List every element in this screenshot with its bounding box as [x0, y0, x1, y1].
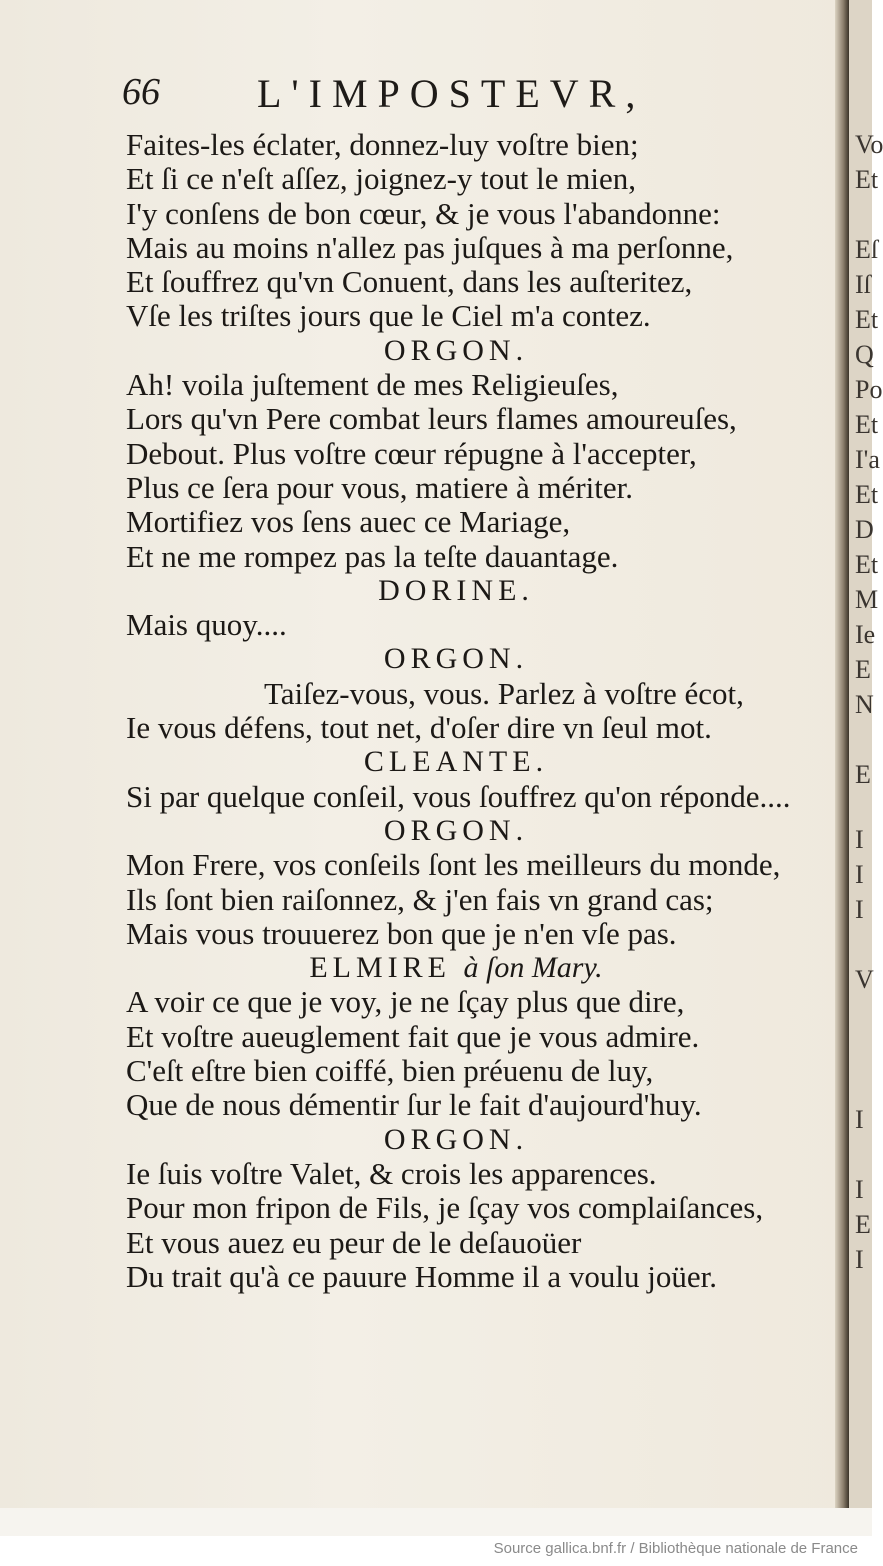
running-title: L'IMPOSTEVR,	[257, 71, 646, 116]
verse-text: Et vous auez eu peur de le deſauoüer	[126, 1224, 582, 1260]
verse-line	[126, 711, 826, 745]
facing-page-fragment: Et	[855, 480, 879, 509]
facing-page-fragment: I	[855, 860, 864, 889]
verse-text: Et ſi ce n'eſt aſſez, joignez-y tout le mien,	[126, 161, 637, 197]
source-credit: Source gallica.bnf.fr / Bibliothèque nationale de France	[493, 1540, 858, 1557]
speaker-name	[126, 814, 826, 848]
facing-page-fragment: Et	[855, 410, 879, 439]
verse-text: Taiſez-vous, vous. Parlez à voſtre écot,	[264, 675, 744, 711]
facing-page-fragment: Q	[855, 340, 874, 369]
speaker-name	[126, 574, 826, 608]
facing-page-fragment: I	[855, 1175, 864, 1204]
speaker-name	[126, 951, 826, 985]
verse-text: Et ſouffrez qu'vn Conuent, dans les auſteritez,	[126, 264, 693, 300]
verse-line	[126, 437, 826, 471]
verse-text: Mais quoy....	[126, 607, 287, 643]
facing-page-fragment: Vo	[855, 130, 883, 159]
verse-text: A voir ce que je voy, je ne ſçay plus que dire,	[126, 984, 685, 1020]
verse-line	[126, 677, 826, 711]
facing-page-fragment: I	[855, 895, 864, 924]
verse-text: Mais au moins n'allez pas juſques à ma perſonne,	[126, 229, 734, 265]
verse-line	[126, 128, 826, 162]
verse-text: Si par quelque conſeil, vous ſouffrez qu'on réponde....	[126, 778, 791, 814]
speaker-label: ORGON.	[383, 333, 529, 367]
verse-line	[126, 505, 826, 539]
verse-line	[126, 1226, 826, 1260]
verse-line	[126, 265, 826, 299]
verse-line	[126, 540, 826, 574]
verse-line	[126, 1260, 826, 1294]
verse-text: Ie ſuis voſtre Valet, & crois les apparences.	[126, 1155, 657, 1191]
speaker-label: ORGON.	[383, 813, 529, 847]
facing-page-fragment: Po	[855, 375, 883, 404]
facing-page-fragment: Et	[855, 165, 879, 194]
verse-text: Debout. Plus voſtre cœur répugne à l'accepter,	[126, 435, 697, 471]
verse-line	[126, 1157, 826, 1191]
speaker-label: ORGON.	[383, 1122, 529, 1156]
verse-line	[126, 471, 826, 505]
verse-text: Mais vous trouuerez bon que je n'en vſe pas.	[126, 915, 677, 951]
verse-text: C'eſt eſtre bien coiffé, bien préuenu de luy,	[126, 1053, 654, 1089]
speaker-name	[126, 642, 826, 676]
facing-page-fragment: M	[855, 585, 879, 614]
verse-line	[126, 299, 826, 333]
speaker-label: ELMIRE	[309, 951, 451, 985]
verse-line	[126, 162, 826, 196]
speaker-name	[126, 334, 826, 368]
verse-line	[126, 231, 826, 265]
speaker-label: ORGON.	[383, 642, 529, 676]
scan-bottom-margin	[0, 1508, 872, 1536]
facing-page-fragment: N	[855, 690, 874, 719]
verse-line	[126, 368, 826, 402]
verse-line	[126, 1088, 826, 1122]
verse-text: Faites-les éclater, donnez-luy voſtre bien;	[126, 127, 639, 162]
facing-page-fragment: E	[855, 655, 871, 684]
verse-line	[126, 1020, 826, 1054]
page-header	[122, 70, 682, 114]
verse-text: Mortifiez vos ſens auec ce Mariage,	[126, 504, 571, 540]
facing-page-fragment: D	[855, 515, 874, 544]
verse-line	[126, 197, 826, 231]
verse-text: Ils ſont bien raiſonnez, & j'en fais vn grand cas;	[126, 881, 714, 917]
facing-page-fragment: Eſ	[855, 235, 879, 264]
facing-page-fragment: Ie	[855, 620, 876, 649]
verse-text: Du trait qu'à ce pauure Homme il a voulu joüer.	[126, 1258, 717, 1294]
verse-line	[126, 883, 826, 917]
facing-page-fragment: I	[855, 825, 864, 854]
verse-line	[126, 985, 826, 1019]
facing-page-fragment: V	[855, 965, 874, 994]
verse-line	[126, 608, 826, 642]
verse-text: Pour mon fripon de Fils, je ſçay vos complaiſances,	[126, 1190, 764, 1226]
facing-page-fragment: Et	[855, 305, 879, 334]
verse-line	[126, 1054, 826, 1088]
verse-text: Ah! voila juſtement de mes Religieuſes,	[126, 367, 619, 403]
facing-page-fragment: E	[855, 760, 871, 789]
facing-page-fragment: Iſ	[855, 270, 871, 299]
verse-text: Et ne me rompez pas la teſte dauantage.	[126, 538, 619, 574]
verse-line	[126, 848, 826, 882]
verse-text: Et voſtre aueuglement fait que je vous admire.	[126, 1018, 700, 1054]
verse-line	[126, 917, 826, 951]
play-text	[126, 128, 826, 1294]
verse-text: Lors qu'vn Pere combat leurs flames amoureuſes,	[126, 401, 737, 437]
verse-line	[126, 780, 826, 814]
verse-text: Vſe les triſtes jours que le Ciel m'a contez.	[126, 298, 651, 334]
verse-text: Mon Frere, vos conſeils ſont les meilleurs du monde,	[126, 847, 781, 883]
speaker-name	[126, 1123, 826, 1157]
speaker-label: CLEANTE.	[363, 745, 549, 779]
page-number: 66	[122, 71, 160, 113]
facing-page-fragment: I	[855, 1105, 864, 1134]
speaker-name	[126, 745, 826, 779]
book-gutter	[835, 0, 849, 1508]
facing-page-fragment: I'a	[855, 445, 880, 474]
speaker-label: DORINE.	[378, 573, 534, 607]
verse-line	[126, 1191, 826, 1225]
verse-text: I'y conſens de bon cœur, & je vous l'abandonne:	[126, 195, 721, 231]
verse-text: Ie vous défens, tout net, d'oſer dire vn ſeul mot.	[126, 710, 712, 746]
verse-text: Plus ce ſera pour vous, matiere à mériter.	[126, 469, 634, 505]
facing-page-fragment: Et	[855, 550, 879, 579]
facing-page-fragment: E	[855, 1210, 871, 1239]
verse-text: Que de nous démentir ſur le fait d'aujourd'huy.	[126, 1087, 702, 1123]
facing-page-fragment: I	[855, 1245, 864, 1274]
verse-line	[126, 402, 826, 436]
stage-direction: à ſon Mary.	[463, 951, 603, 985]
facing-page-edge	[849, 0, 883, 1508]
